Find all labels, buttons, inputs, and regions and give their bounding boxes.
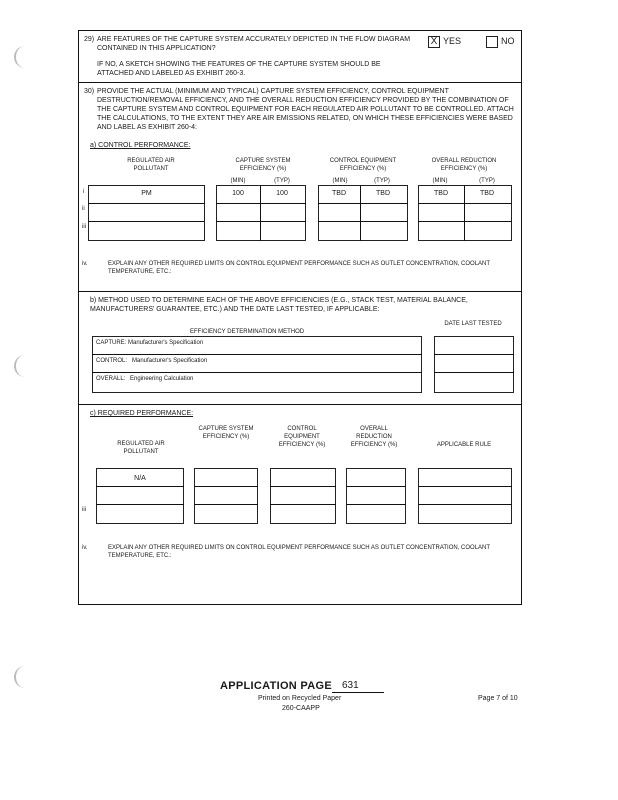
c-overall-row-line-2 xyxy=(346,504,406,505)
binder-hole-middle xyxy=(14,355,26,377)
b-method-row-line-1 xyxy=(92,354,422,355)
c-header-overall: OVERALL REDUCTION EFFICIENCY (%) xyxy=(350,426,398,448)
application-page-label: APPLICATION PAGE xyxy=(220,680,332,692)
q29-number: 29) xyxy=(84,36,95,43)
a-row1-pollutant[interactable]: PM xyxy=(141,190,152,197)
section-c-title: c) REQUIRED PERFORMANCE: xyxy=(90,410,194,417)
c-header-rule: APPLICABLE RULE xyxy=(436,442,492,448)
section-c-bottom-line xyxy=(78,604,522,605)
frame-left xyxy=(78,30,79,605)
c-pollutant-row-line-1 xyxy=(96,486,184,487)
c-row1-pollutant[interactable]: N/A xyxy=(134,475,146,482)
b-overall-label: OVERALL: xyxy=(96,376,126,382)
a-ctl-min-label: (MIN) xyxy=(332,178,348,184)
printed-on-recycled: Printed on Recycled Paper xyxy=(258,695,342,702)
a-iv-text: EXPLAIN ANY OTHER REQUIRED LIMITS ON CONTROL EQUIPMENT PERFORMANCE SUCH AS OUTLET CONCENTRATION, COOLANT TEMPERATURE, ETC.: xyxy=(108,261,490,275)
section-b-text: b) METHOD USED TO DETERMINE EACH OF THE ABOVE EFFICIENCIES (E.G., STACK TEST, MATERIAL BALANCE, MANUFACTURERS' GUARANTEE, ETC.) AND THE DATE LAST TESTED, IF APPLICABLE: xyxy=(90,297,468,313)
a-header-control: CONTROL EQUIPMENT EFFICIENCY (%) xyxy=(329,158,397,172)
b-capture-label: CAPTURE: xyxy=(96,340,127,346)
a-row-label-iii: iii xyxy=(82,224,86,230)
a-row1-control-typ[interactable]: TBD xyxy=(376,190,390,197)
c-rule-row-line-2 xyxy=(418,504,512,505)
section-a-divider xyxy=(78,291,522,292)
a-row1-overall-typ[interactable]: TBD xyxy=(480,190,494,197)
no-checkbox[interactable] xyxy=(486,36,498,48)
q29-if-no-instruction: IF NO, A SKETCH SHOWING THE FEATURES OF THE CAPTURE SYSTEM SHOULD BE ATTACHED AND LABELED AS EXHIBIT 260-3. xyxy=(97,61,381,77)
c-overall-row-line-1 xyxy=(346,486,406,487)
b-date-header: DATE LAST TESTED xyxy=(444,321,502,327)
b-control-label: CONTROL: xyxy=(96,358,128,364)
b-date-row-line-1 xyxy=(434,354,514,355)
q30-question: PROVIDE THE ACTUAL (MINIMUM AND TYPICAL) CAPTURE SYSTEM EFFICIENCY, CONTROL EQUIPMENT DESTRUCTION/REMOVAL EFFICIENCY, AND THE OVERALL REDUCTION EFFICIENCY PROVIDED BY THE COMBINATION OF THE CAPTURE SYSTEM AND CONTROL EQUIPMENT FOR EACH REGULATED AIR POLLUTANT TO BE CONTROLLED. ATTACH THE CALCULATIONS, TO THE EXTENT THEY ARE AIR EMISSIONS RELATED, ON WHICH THESE EFFICIENCIES WERE BASED AND LABEL AS EXHIBIT 260-4: xyxy=(97,88,514,131)
application-page-underline xyxy=(332,692,384,693)
a-control-row-line-1 xyxy=(318,203,408,204)
c-iv-text: EXPLAIN ANY OTHER REQUIRED LIMITS ON CONTROL EQUIPMENT PERFORMANCE SUCH AS OUTLET CONCENTRATION, COOLANT TEMPERATURE, ETC.: xyxy=(108,545,490,559)
c-control-row-line-2 xyxy=(270,504,336,505)
c-overall-grid xyxy=(346,468,406,524)
a-capture-row-line-1 xyxy=(216,203,306,204)
yes-checkbox[interactable]: X xyxy=(428,36,440,48)
a-cap-min-label: (MIN) xyxy=(230,178,246,184)
c-iv-label: iv. xyxy=(82,545,88,551)
a-iv-label: iv. xyxy=(82,261,88,267)
a-header-overall: OVERALL REDUCTION EFFICIENCY (%) xyxy=(431,158,497,172)
a-overall-row-line-1 xyxy=(418,203,512,204)
form-code: 260-CAAPP xyxy=(282,705,320,712)
c-control-row-line-1 xyxy=(270,486,336,487)
b-capture-value[interactable]: Manufacturer's Specification xyxy=(128,340,204,346)
a-row1-capture-min[interactable]: 100 xyxy=(232,190,244,197)
a-overall-row-line-2 xyxy=(418,221,512,222)
section-b-divider xyxy=(78,404,522,405)
a-cap-typ-label: (TYP) xyxy=(274,178,290,184)
binder-hole-top xyxy=(14,46,26,68)
q29-divider xyxy=(78,82,522,83)
a-control-row-line-2 xyxy=(318,221,408,222)
a-ctl-typ-label: (TYP) xyxy=(374,178,390,184)
b-overall-value[interactable]: Engineering Calculation xyxy=(130,376,194,382)
a-row1-capture-typ[interactable]: 100 xyxy=(276,190,288,197)
a-header-pollutant: REGULATED AIR POLLUTANT xyxy=(127,158,175,172)
yes-label: YES xyxy=(443,36,462,46)
b-date-row-line-2 xyxy=(434,372,514,373)
frame-right xyxy=(521,30,522,605)
no-label: NO xyxy=(501,36,515,46)
c-capture-row-line-1 xyxy=(194,486,258,487)
page-number: Page 7 of 10 xyxy=(478,695,518,702)
c-control-grid xyxy=(270,468,336,524)
c-capture-row-line-2 xyxy=(194,504,258,505)
a-row1-overall-min[interactable]: TBD xyxy=(434,190,448,197)
section-a-title: a) CONTROL PERFORMANCE: xyxy=(90,142,191,149)
a-header-capture: CAPTURE SYSTEM EFFICIENCY (%) xyxy=(235,158,291,172)
c-header-control: CONTROL EQUIPMENT EFFICIENCY (%) xyxy=(278,426,326,448)
c-pollutant-row-line-2 xyxy=(96,504,184,505)
c-header-pollutant: REGULATED AIR POLLUTANT xyxy=(117,441,165,455)
c-capture-grid xyxy=(194,468,258,524)
a-ovr-min-label: (MIN) xyxy=(432,178,448,184)
c-rule-grid xyxy=(418,468,512,524)
a-capture-row-line-2 xyxy=(216,221,306,222)
b-date-box xyxy=(434,336,514,393)
a-pollutant-row-line-1 xyxy=(88,203,205,204)
b-method-header: EFFICIENCY DETERMINATION METHOD xyxy=(190,329,305,335)
b-method-row-line-2 xyxy=(92,372,422,373)
frame-top xyxy=(78,30,522,31)
application-page-number: 631 xyxy=(342,680,359,691)
binder-hole-bottom xyxy=(14,666,26,688)
a-ovr-typ-label: (TYP) xyxy=(479,178,495,184)
q30-number: 30) xyxy=(84,88,95,95)
c-rule-row-line-1 xyxy=(418,486,512,487)
c-row-label-iii: iii xyxy=(82,507,86,513)
a-row1-control-min[interactable]: TBD xyxy=(332,190,346,197)
q29-question: ARE FEATURES OF THE CAPTURE SYSTEM ACCURATELY DEPICTED IN THE FLOW DIAGRAM CONTAINED IN THIS APPLICATION? xyxy=(97,36,411,52)
a-row-label-ii: ii xyxy=(82,206,85,212)
c-header-capture: CAPTURE SYSTEM EFFICIENCY (%) xyxy=(198,426,254,440)
a-row-label-i: i xyxy=(83,189,85,195)
a-pollutant-row-line-2 xyxy=(88,221,205,222)
b-control-value[interactable]: Manufacturer's Specification xyxy=(132,358,208,364)
